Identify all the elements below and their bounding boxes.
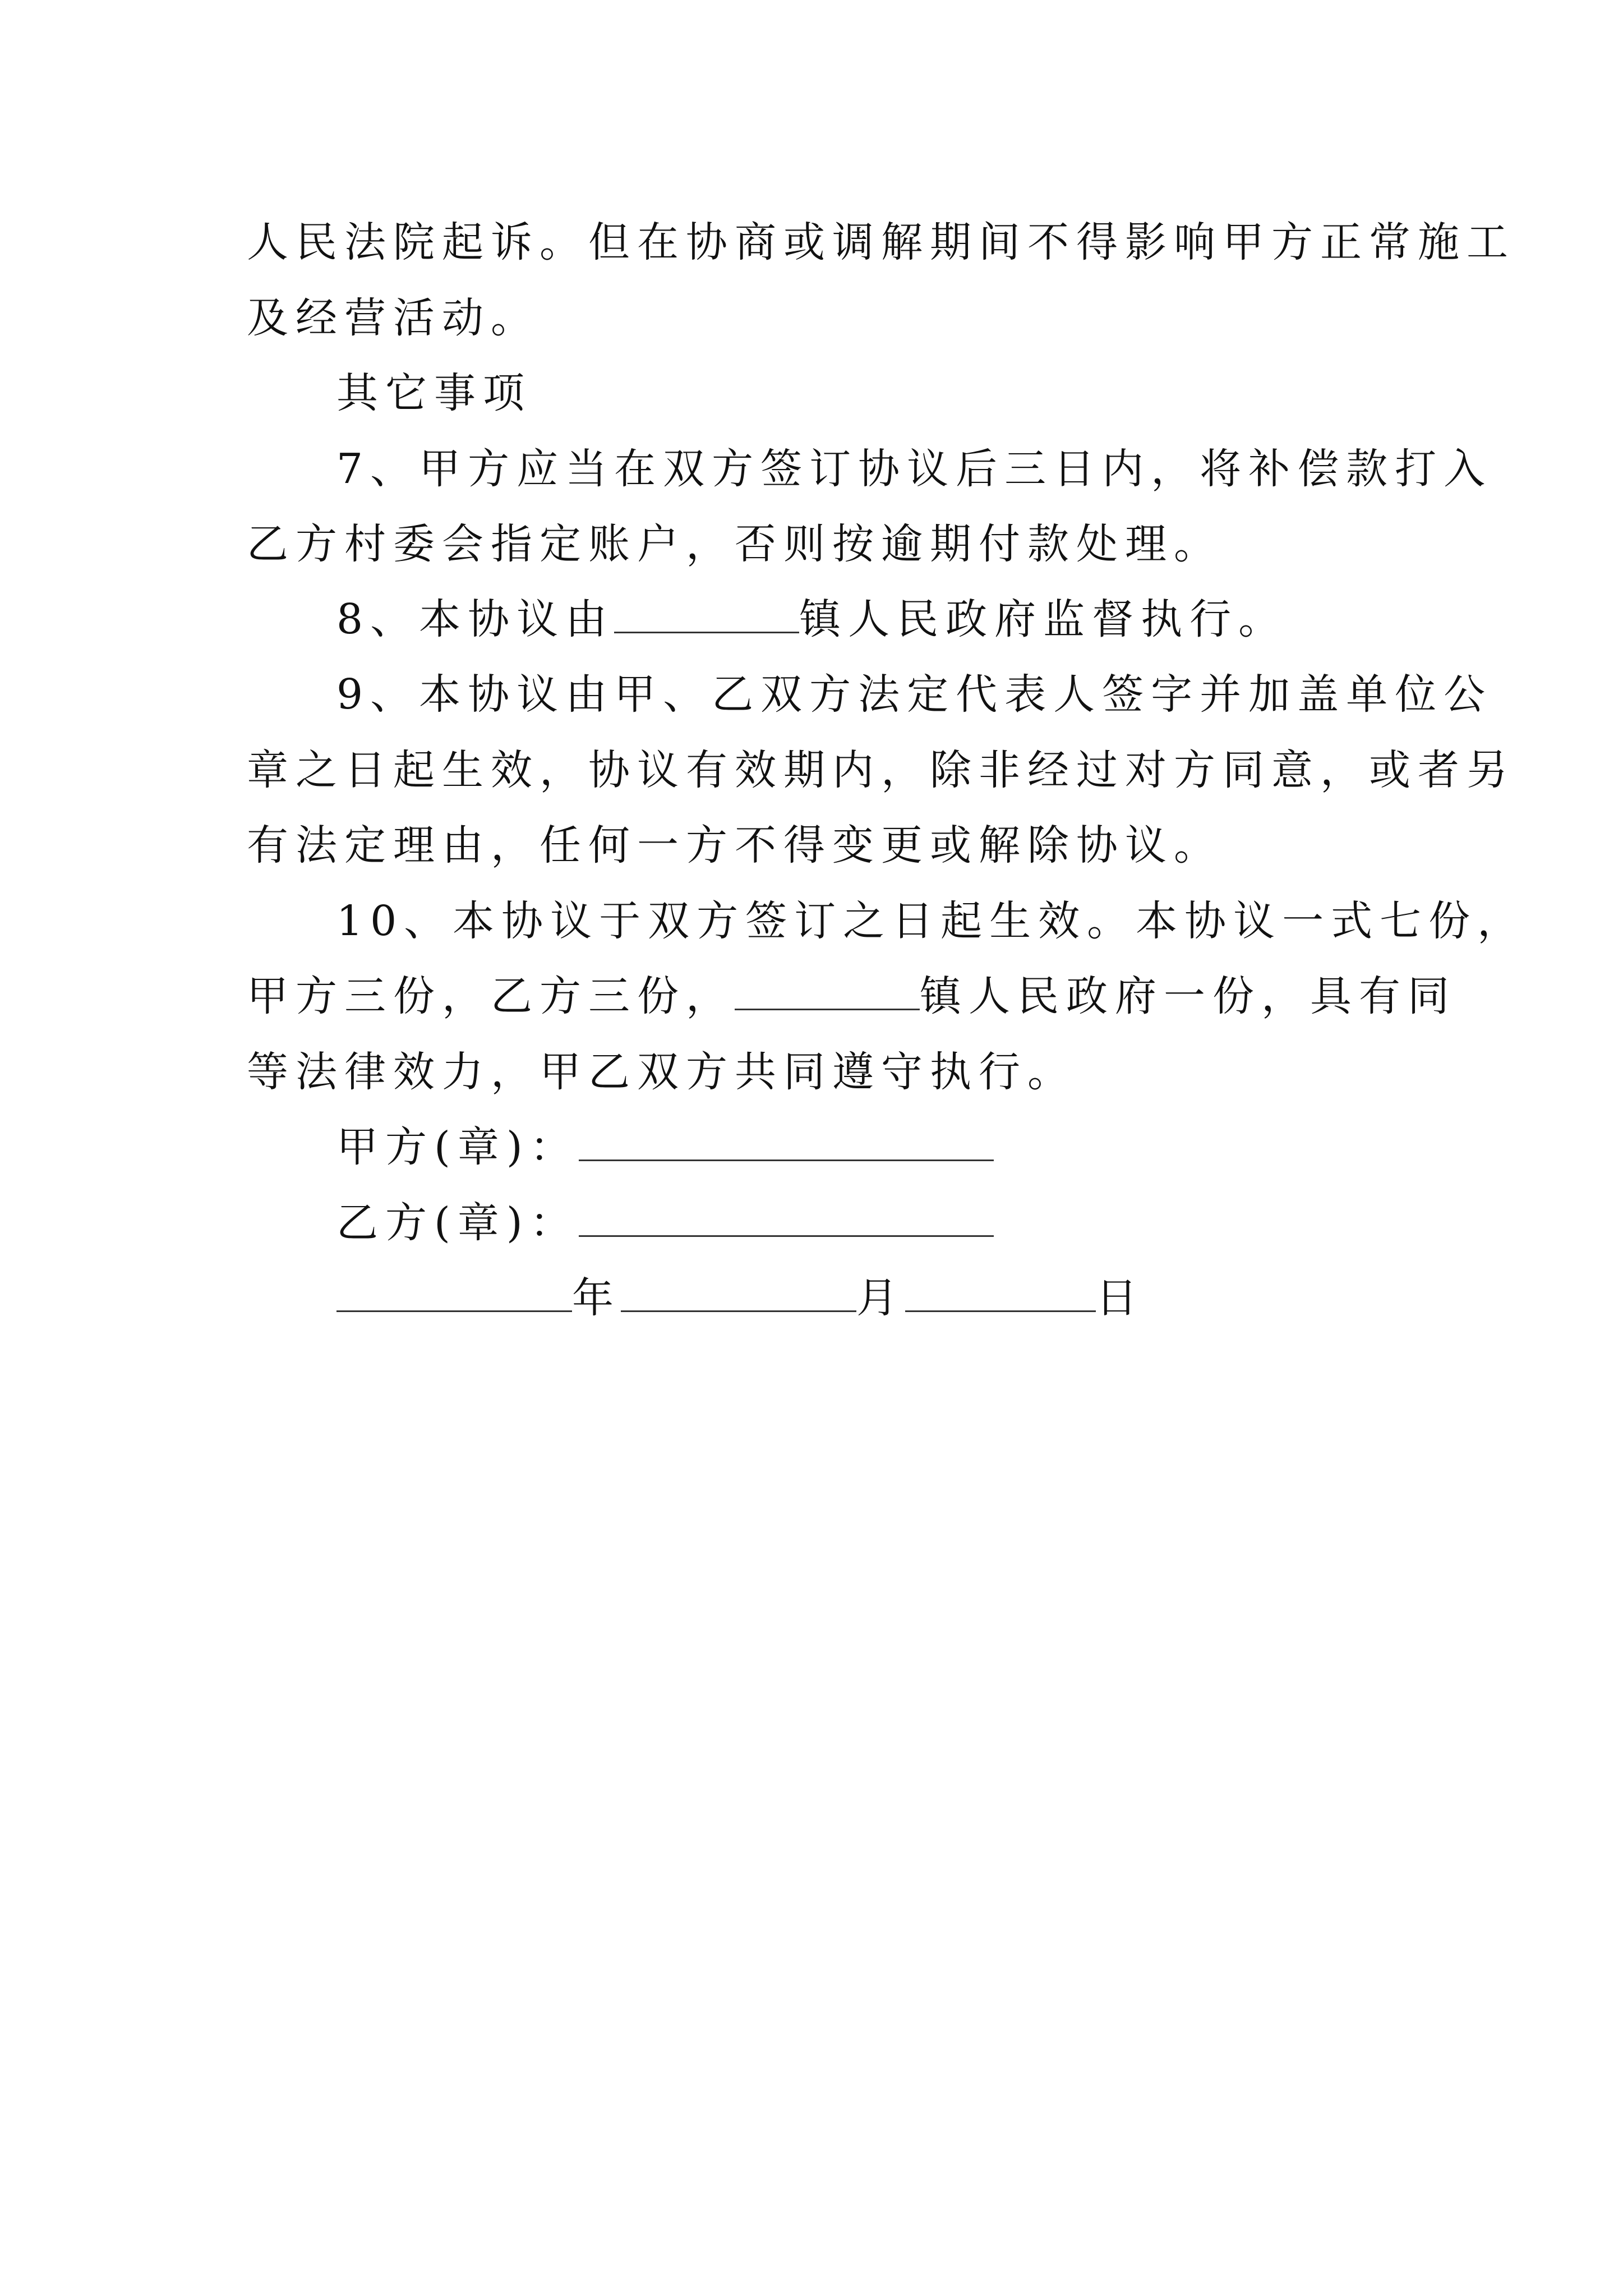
clause-10-prefix: 甲方三份，乙方三份，	[247, 972, 735, 1020]
clause-8-prefix: 8、本协议由	[336, 595, 615, 643]
clause-10-line-2	[247, 963, 1456, 1030]
clause-8-suffix: 镇人民政府监督执行。	[799, 595, 1288, 643]
paragraph-line: 及经营活动。	[247, 294, 540, 342]
month-blank[interactable]	[621, 1277, 856, 1312]
clause-9-line-2: 章之日起生效，协议有效期内，除非经过对方同意，或者另	[247, 746, 1515, 794]
section-heading: 其它事项	[336, 369, 532, 417]
party-a-label: 甲方(章)：	[336, 1123, 579, 1171]
town-name-blank[interactable]	[735, 975, 920, 1010]
clause-10-suffix: 镇人民政府一份，具有同	[920, 972, 1456, 1020]
party-b-signature	[336, 1189, 994, 1257]
clause-10-line-1: 10、本协议于双方签订之日起生效。本协议一式七份，	[336, 897, 1527, 945]
party-a-seal-blank[interactable]	[579, 1126, 994, 1161]
clause-9-line-3: 有法定理由，任何一方不得变更或解除协议。	[247, 821, 1223, 869]
clause-9-line-1: 9、本协议由甲、乙双方法定代表人签字并加盖单位公	[336, 670, 1493, 719]
party-b-label: 乙方(章)：	[336, 1199, 579, 1247]
day-label: 日	[1096, 1274, 1145, 1322]
clause-7-line-2: 乙方村委会指定账户，否则按逾期付款处理。	[247, 520, 1223, 568]
clause-8	[336, 586, 1287, 653]
year-blank[interactable]	[336, 1277, 572, 1312]
day-blank[interactable]	[905, 1277, 1096, 1312]
town-name-blank[interactable]	[614, 598, 799, 633]
clause-7-line-1: 7、甲方应当在双方签订协议后三日内，将补偿款打入	[336, 445, 1493, 493]
date-line	[336, 1264, 1145, 1332]
month-label: 月	[856, 1274, 905, 1322]
paragraph-line: 人民法院起诉。但在协商或调解期间不得影响甲方正常施工	[247, 218, 1515, 266]
party-b-seal-blank[interactable]	[579, 1202, 994, 1237]
year-label: 年	[572, 1274, 621, 1322]
clause-10-line-3: 等法律效力，甲乙双方共同遵守执行。	[247, 1048, 1076, 1096]
party-a-signature	[336, 1114, 994, 1181]
